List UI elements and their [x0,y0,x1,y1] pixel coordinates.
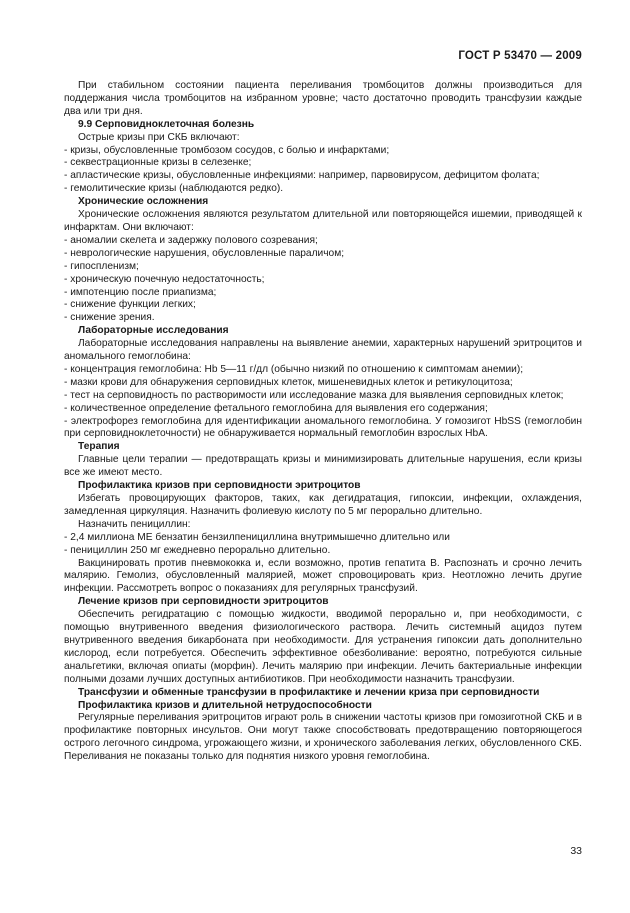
paragraph: Избегать провоцирующих факторов, таких, как дегидратация, гипоксии, инфекции, охлаждения, замедленная циркуляция. Назначить фолиевую кислоту по 5 мг перорально длительно. [64,493,582,517]
list-item: - гемолитические кризы (наблюдаются редко). [64,183,284,195]
list-item: - неврологические нарушения, обусловленные параличом; [64,247,345,259]
document-header: ГОСТ Р 53470 — 2009 [458,50,582,62]
paragraph: Вакцинировать против пневмококка и, если возможно, против гепатита В. Распознать и срочно лечить малярию. Гемолиз, обусловленный малярией, может спровоцировать криз. Неотложно лечить другие инфекции. Рассмотреть вопрос о показаниях для регулярных трансфузий. [64,557,582,595]
page-number: 33 [570,845,582,857]
list-item: - снижение зрения. [64,312,155,324]
paragraph: Обеспечить регидратацию с помощью жидкости, вводимой перорально и, при необходимости, с помощью внутривенного введения физиологического раствора. Лечить системный ацидоз путем внутривенного введения бикарбоната при необходимости. Для устранения гипоксии дать дополнительно кислород, если потребуется. Обеспечить эффективное обезболивание: вероятно, потребуются сильные анальгетики, включая опиаты (морфин). Лечить малярию при инфекции. Лечить бактериальные инфекции полными дозами лучших доступных антибиотиков. При необходимости назначить трансфузии. [64,609,582,685]
list-item: - аномалии скелета и задержку полового созревания; [64,234,318,246]
section-heading: Лечение кризов при серповидности эритроцитов [78,596,329,608]
paragraph: Назначить пенициллин: [78,518,191,530]
section-heading: Трансфузии и обменные трансфузии в профилактике и лечении криза при серповидности [78,686,540,698]
paragraph: Лабораторные исследования направлены на выявление анемии, характерных нарушений эритроцитов и аномального гемоглобина: [64,338,582,363]
list-item: - концентрация гемоглобина: Hb 5—11 г/дл (обычно низкий по отношению к симптомам анемии); [64,363,524,375]
section-heading: Хронические осложнения [78,196,209,208]
list-item: - снижение функции легких; [64,299,196,311]
list-item: - секвестрационные кризы в селезенке; [64,157,252,169]
list-item: - количественное определение фетального гемоглобина для выявления его содержания; [64,402,488,414]
paragraph: Главные цели терапии — предотвращать кризы и минимизировать длительные нарушения, если кризы все же имеют место. [64,454,582,479]
list-item: - пенициллин 250 мг ежедневно перорально длительно. [64,544,331,556]
list-item: - гипоспленизм; [64,260,139,272]
section-heading: Профилактика кризов и длительной нетрудоспособности [78,699,372,711]
list-item: - кризы, обусловленные тромбозом сосудов, с болью и инфарктами; [64,144,390,156]
paragraph: Регулярные переливания эритроцитов играют роль в снижении частоты кризов при гомозиготной СКБ и в профилактике повторных инсультов. Они могут также способствовать предотвращению повторяющегося острого легочного синдрома, угрожающего жизни, и хронического заболевания легких, обусловленного СКБ. Переливания не показаны только для поднятия низкого уровня гемоглобина. [64,712,582,763]
list-item: - 2,4 миллиона МЕ бензатин бензилпенициллина внутримышечно длительно или [64,531,450,543]
list-item: - апластические кризы, обусловленные инфекциями: например, парвовирусом, дефицитом фолата; [64,170,540,182]
list-item: - тест на серповидность по растворимости или исследование мазка для выявления серповидных клеток; [64,389,564,401]
list-item: - хроническую почечную недостаточность; [64,273,265,285]
document-body [64,80,582,764]
paragraph: При стабильном состоянии пациента переливания тромбоцитов должны производиться для поддержания числа тромбоцитов на избранном уровне; часто достаточно проводить трансфузии каждые два или три дня. [64,80,582,117]
section-heading: Профилактика кризов при серповидности эритроцитов [78,480,361,492]
section-heading: Лабораторные исследования [78,325,229,337]
paragraph: Острые кризы при СКБ включают: [78,131,240,143]
section-heading: Терапия [78,441,120,453]
list-item: - импотенцию после приапизма; [64,286,217,298]
list-item: - электрофорез гемоглобина для идентификации аномального гемоглобина. У гомозигот HbSS (гемоглобин при серповидноклеточности) не обнаруживается нормальный гемоглобин взрослых HbA. [64,415,582,440]
list-item: - мазки крови для обнаружения серповидных клеток, мишеневидных клеток и ретикулоцитоза; [64,376,513,388]
section-heading: 9.9 Серповидноклеточная болезнь [78,118,255,130]
paragraph: Хронические осложнения являются результатом длительной или повторяющейся ишемии, приводящей к инфарктам. Они включают: [64,209,582,233]
